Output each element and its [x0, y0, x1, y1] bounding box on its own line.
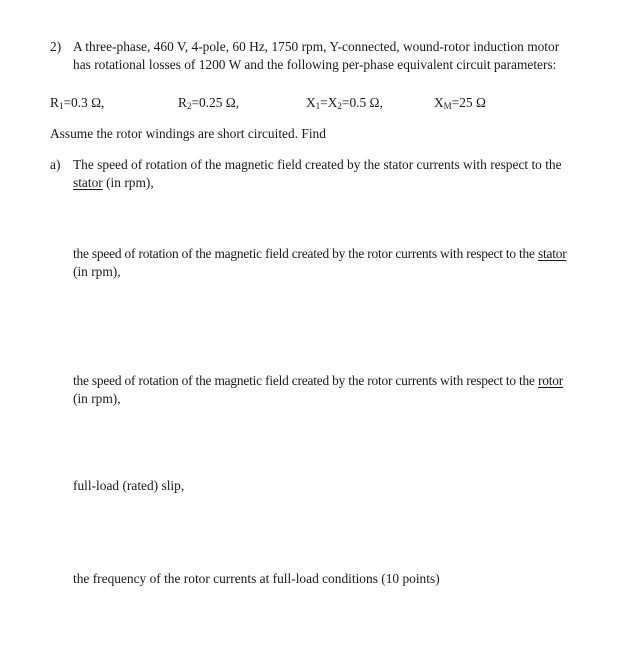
assumption-text: Assume the rotor windings are short circuited. Find [50, 126, 326, 141]
problem-number: 2) [50, 39, 62, 54]
param-xm: $X_M=25$ Ω [434, 95, 486, 111]
problem-line-1: A three-phase, 460 V, 4-pole, 60 Hz, 1750 rpm, Y-connected, wound-rotor induction motor [73, 39, 560, 54]
param-r1: $R_1=0.3$ Ω, [50, 95, 105, 111]
question-rotor-field-rotor-line-1: the speed of rotation of the magnetic field created by the rotor currents with respect to the rotor [73, 373, 563, 388]
question-rotor-field-stator-line-1: the speed of rotation of the magnetic field created by the rotor currents with respect to the stator [73, 246, 567, 261]
problem-line-2: has rotational losses of 1200 W and the following per-phase equivalent circuit parameters: [73, 57, 557, 72]
param-r2: $R_2=0.25$ Ω, [178, 95, 240, 111]
underlined-stator: stator [73, 175, 103, 190]
question-rotor-field-stator-line-2: (in rpm), [73, 264, 121, 279]
param-x1-x2: $X_1=X_2=0.5$ Ω, [306, 95, 383, 111]
underlined-stator: stator [537, 246, 567, 261]
part-a-line-2: stator (in rpm), [73, 175, 154, 190]
question-rotor-frequency: the frequency of the rotor currents at full-load conditions (10 points) [73, 571, 440, 586]
part-a-line-1: The speed of rotation of the magnetic field created by the stator currents with respect to the [73, 157, 562, 172]
question-full-load-slip: full-load (rated) slip, [73, 478, 185, 493]
question-rotor-field-rotor-line-2: (in rpm), [73, 391, 121, 406]
part-a-label: a) [50, 157, 61, 172]
underlined-rotor: rotor [537, 373, 563, 388]
